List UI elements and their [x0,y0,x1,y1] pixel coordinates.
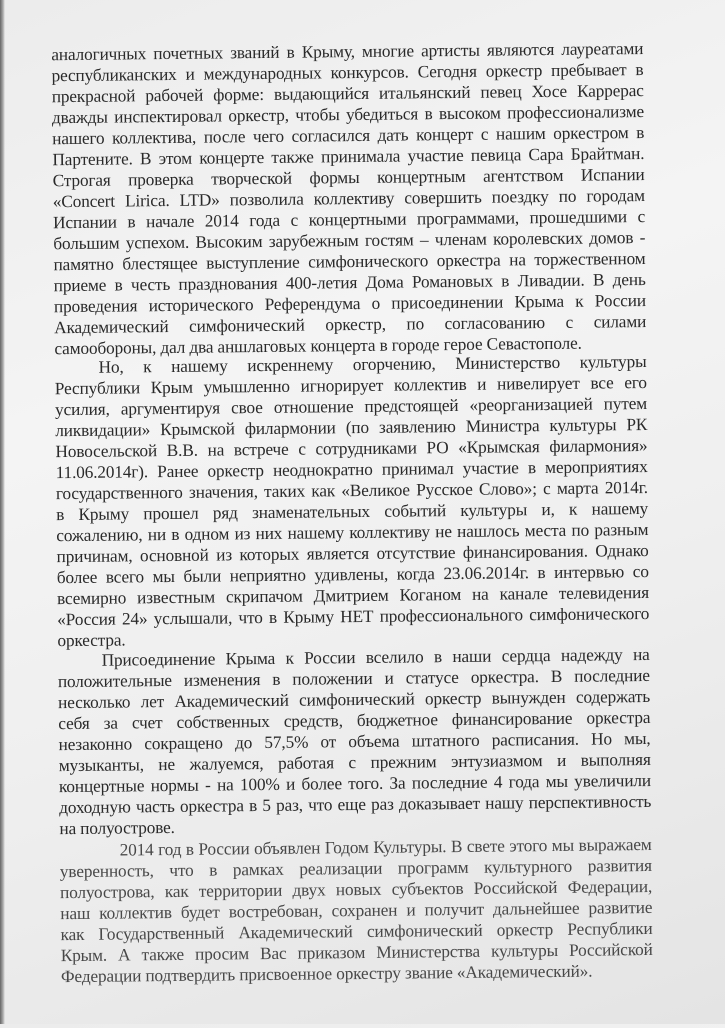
text-line: более всего мы были неприятно удивлены, когда 23.06.2014г. в интервью со [56,561,649,588]
text-line: усилия, аргументируя свое отношение предстоящей «реорганизацией путем [54,393,648,420]
text-line: как Государственный Академический симфонический оркестр Республики [60,918,653,945]
text-line: Федерации подтвердить присвоенное оркестру звание «Академический». [60,961,593,987]
text-line: проведения исторического Референдума о присоединении Крыма к России [53,290,647,317]
text-line: 11.06.2014г). Ранее оркестр неоднократно принимал участие в мероприятиях [55,456,648,483]
text-line: Испании в начале 2014 года с концертными программами, прошедшими с [52,207,646,233]
text-line: Но, к нашему искреннему огорчению, Министерство культуры [98,351,647,377]
text-line: сожалению, ни в одном из них нашему коллективу не нашлось места по разным [56,519,649,546]
paragraph-1 [0,0,720,359]
text-line: приеме в честь празднования 400-летия Дома Романовых в Ливадии. В день [53,269,646,296]
text-line: на полуострове. [59,817,175,839]
text-line: нашего коллектива, после чего согласился дать концерт с нашим оркестром в [52,123,645,149]
text-line: Строгая проверка творческой формы концертным агентством Испании [52,165,645,191]
text-line: доходную часть оркестра в 5 раз, что еще раз доказывает нашу перспективность [59,791,652,818]
text-line: всемирно известным скрипачом Дмитрием Коганом на канале телевидения [56,582,650,609]
text-line: дважды инспектировал оркестр, чтобы убедиться в высоком профессионализме [51,102,645,128]
text-line: оркестра. [57,630,126,651]
text-line: государственного значения, таких как «Великое Русское Слово»; с марта 2014г. [55,477,648,504]
text-line: музыканты, не жалуемся, работая с прежним энтузиазмом и выполняя [58,749,651,776]
text-line: причинам, основной из которых является отсутствие финансирования. Однако [56,540,649,567]
text-line: полуострова, как территории двух новых субъектов Российской Федерации, [59,876,653,903]
text-line: Новосельской В.В. на встрече с сотрудниками РО «Крымская филармония» [55,435,648,462]
text-line: республиканских и международных конкурсов. Сегодня оркестр пребывает в [51,60,644,86]
text-line: Присоединение Крыма к России вселило в наши сердца надежду на [101,644,650,670]
text-line: большим успехом. Высоким зарубежным гостям – членам королевских домов - [53,227,646,254]
text-line: Крым. А также просим Вас приказом Министерства культуры Российской [60,939,653,966]
text-line: памятно блестящее выступление симфонического оркестра на торжественном [53,248,646,275]
text-line: себя за счет собственных средств, бюджетное финансирование оркестра [58,707,651,734]
text-line: Академический симфонический оркестр, по согласованию с силами [54,311,647,338]
text-line: наш коллектив будет востребован, сохранен и получит дальнейшее развитие [60,897,653,924]
text-line: в Крыму прошел ряд знаменательных событий культуры и, к нашему [56,498,649,525]
text-line: самообороны, дал два аншлаговых концерта в городе герое Севастополе. [54,333,582,359]
text-line: прекрасной рабочей форме: выдающийся итальянский певец Хосе Каррерас [51,81,644,107]
text-line: несколько лет Академический симфонический оркестр вынужден содержать [58,686,651,713]
text-line: Партените. В этом концерте также принимала участие певица Сара Брайтман. [52,144,645,170]
text-line: незаконно сокращено до 57,5% от объема штатного расписания. Но мы, [58,728,651,755]
text-line: «Россия 24» услышали, что в Крыму НЕТ профессионального симфонического [57,603,650,630]
text-line: уверенность, что в рамках реализации программ культурного развития [59,855,652,882]
text-line: ликвидации» Крымской филармонии (по заявлению Министра культуры РК [55,414,648,441]
text-line: положительные изменения в положении и статусе оркестра. В последние [57,665,650,692]
text-line: концертные нормы - на 100% и более того. За последние 4 года мы увеличили [58,770,652,797]
text-line: Республики Крым умышленно игнорирует коллектив и нивелирует все его [54,372,647,399]
text-line: аналогичных почетных званий в Крыму, многие артисты являются лауреатами [51,39,644,65]
text-line: «Concert Lirica. LTD» позволила коллективу совершить поездку по городам [52,186,645,212]
text-line: 2014 год в России объявлен Годом Культуры. В свете этого мы выражаем [119,834,652,860]
